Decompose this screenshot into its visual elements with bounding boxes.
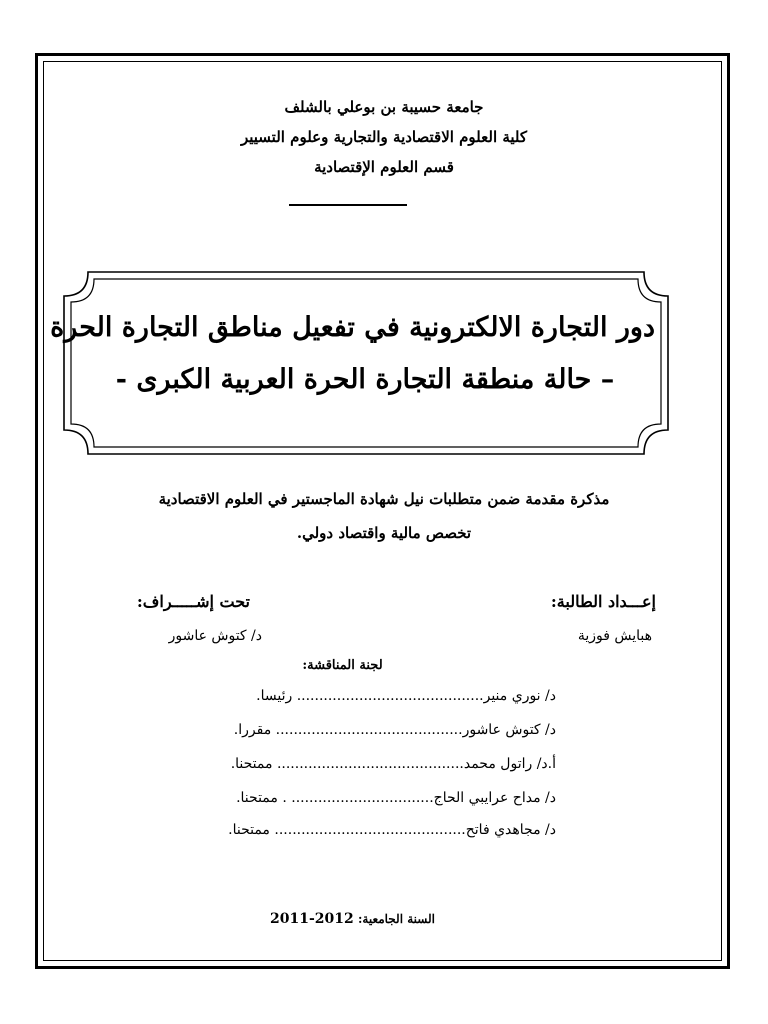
member-role: رئيسا. [256, 688, 293, 704]
committee-member [231, 756, 556, 772]
member-title: د/ [545, 790, 556, 806]
member-dots: ........................................... [274, 822, 466, 838]
member-dots: .......................................... [275, 722, 463, 738]
supervisor-name: د/ كتوش عاشور [168, 628, 262, 644]
member-role: ممتحنا. [228, 822, 270, 838]
member-title: د/ [545, 822, 556, 838]
member-role: ممتحنا. [230, 756, 273, 772]
title-line-2: – حالة منطقة التجارة الحرة العربية الكبرى - [115, 364, 615, 395]
university-name: جامعة حسيبة بن بوعلي بالشلف [284, 98, 484, 116]
member-dots: ................................ . [282, 790, 434, 806]
member-name: مداح عرايبي الحاج [433, 790, 541, 806]
member-title: د/ [545, 688, 556, 704]
committee-member [228, 822, 556, 838]
member-role: مقررا. [233, 722, 272, 738]
supervised-by-label: تحت إشـــــراف: [136, 592, 250, 611]
committee-member [234, 722, 556, 738]
student-name: هبايش فوزية [577, 628, 652, 644]
memo-line-2: تخصص مالية واقتصاد دولي. [296, 524, 472, 542]
committee-label: لجنة المناقشة: [302, 658, 383, 673]
title-line-1: دور التجارة الالكترونية في تفعيل مناطق التجارة الحرة [50, 312, 655, 343]
prepared-by-label: إعـــداد الطالبة: [550, 592, 656, 611]
member-role: ممتحنا. [236, 790, 278, 806]
thesis-title [50, 302, 655, 406]
member-dots: .......................................... [296, 688, 484, 704]
academic-year-label: السنة الجامعية: [357, 912, 435, 926]
header-divider [289, 204, 407, 206]
member-title: أ.د/ [536, 756, 556, 772]
member-name: كتوش عاشور [462, 722, 541, 738]
member-title: د/ [545, 722, 556, 738]
member-name: نوري منير [483, 688, 541, 704]
member-name: مجاهدي فاتح [465, 822, 541, 838]
department-name: قسم العلوم الإقتصادية [314, 158, 454, 176]
memo-line-1: مذكرة مقدمة ضمن متطلبات نيل شهادة الماجستير في العلوم الاقتصادية [158, 490, 610, 508]
institution-header [0, 92, 768, 182]
memo-description [0, 482, 768, 550]
member-name: راتول محمد [463, 756, 533, 772]
academic-year [0, 911, 705, 927]
committee-member [256, 688, 556, 704]
academic-year-value: 2011-2012 [270, 911, 354, 927]
member-dots: .......................................... [276, 756, 464, 772]
faculty-name: كلية العلوم الاقتصادية والتجارية وعلوم التسيير [240, 128, 528, 146]
committee-member [236, 790, 556, 806]
